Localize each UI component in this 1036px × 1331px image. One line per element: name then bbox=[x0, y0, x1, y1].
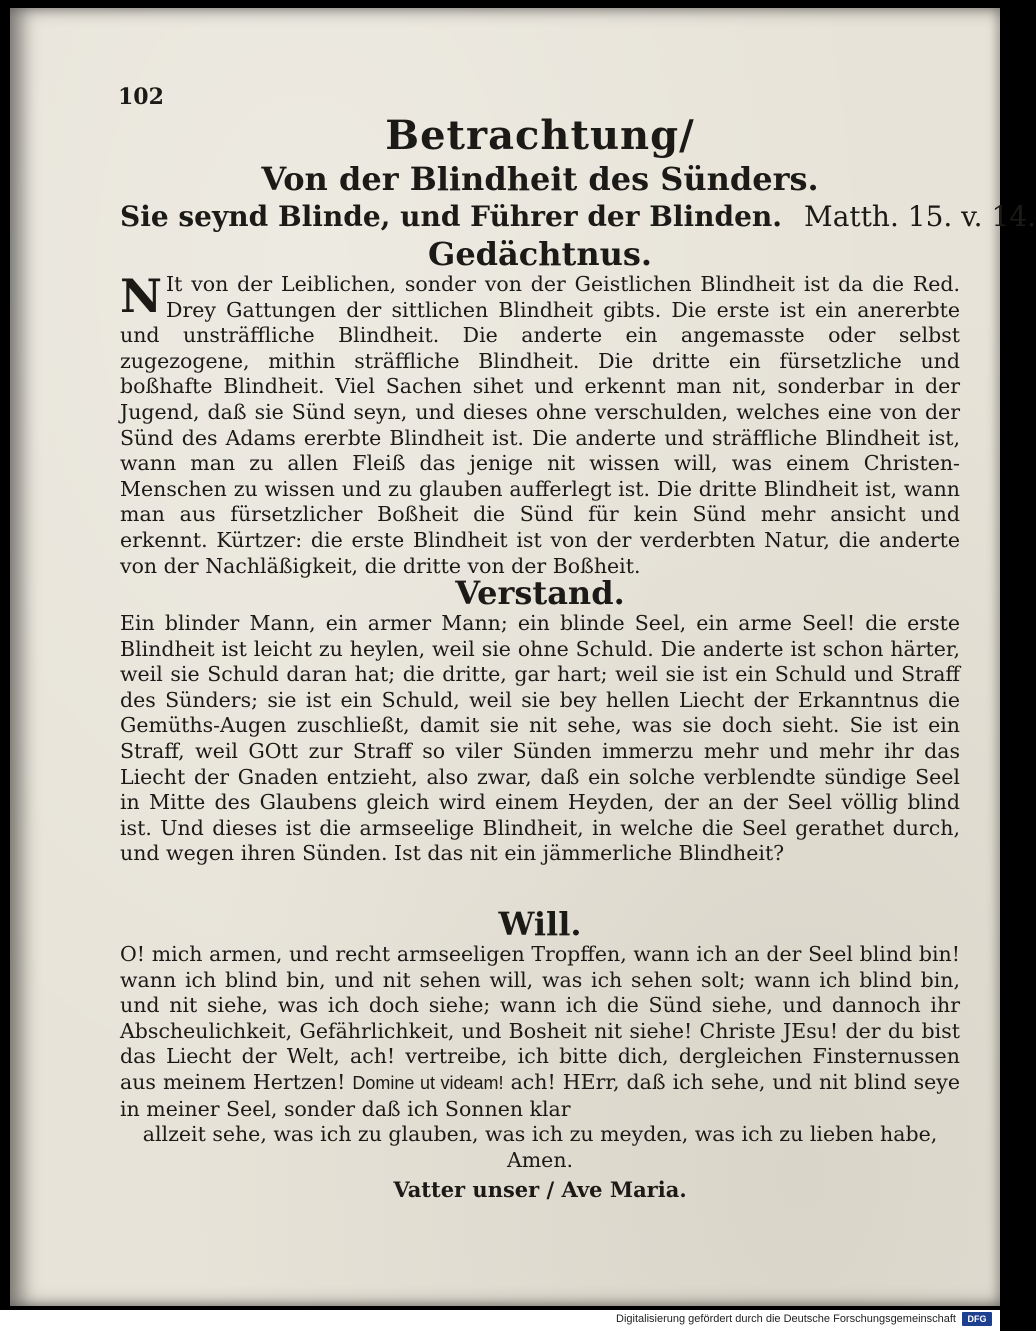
section-heading-verstand: Verstand. bbox=[455, 574, 625, 612]
gedaechtnus-body: It von der Leiblichen, sonder von der Geistlichen Blindheit ist da die Red. Drey Gattungen der sittlichen Blindheit gibts. Die erste ist ein anererbte und unsträffliche Blindheit. Die anderte ein angemasste oder selbst zugezogene, mithin sträffliche Blindheit. Die dritte ein fürsetzliche und boßhafte Blindheit. Viel Sachen sihet und erkennt man nit, sonderbar in der Jugend, daß sie Sünd seyn, und dieses ohne verschulden, welches eine von der Sünd des Adams ererbte Blindheit ist. Die anderte und sträffliche Blindheit ist, wann man zu allen Fleiß das jenige nit wissen will, was einem Christen-Menschen zu wissen und zu glauben aufferlegt ist. Die dritte Blindheit ist, wann man aus fürsetzlicher Boßheit die Sünd für kein Sünd mehr ansicht und erkennt. Kürtzer: die erste Blindheit ist von der verderbten Natur, die anderte von der Nachläßigkeit, die dritte von der Boßheit. bbox=[120, 272, 960, 578]
latin-phrase: Domine ut videam! bbox=[352, 1072, 504, 1093]
section-gedaechtnus bbox=[120, 236, 960, 579]
section-will bbox=[120, 906, 960, 1205]
will-body-1: O! mich armen, und recht armseeligen Tropffen, wann ich an der Seel blind bin! wann ich blind bin, und nit sehen will, was ich sehen solt; wann ich blind bin, und nit siehe, was ich doch siehe; wann ich die Sünd siehe, und dannoch ihr Abscheulichkeit, Gefährlichkeit, und Bosheit nit siehe! Christe JEsu! der du bist das Liecht der Welt, ach! vertreibe, ich bitte dich, dergleichen Finsternussen aus meinem Hertzen! bbox=[120, 942, 960, 1094]
book-page bbox=[10, 8, 1036, 1306]
page-title: Betrachtung/ bbox=[385, 112, 695, 159]
section-text-will bbox=[120, 942, 960, 1122]
motto-reference: Matth. 15. v. 14. bbox=[804, 200, 1036, 233]
motto-text: Sie seynd Blinde, und Führer der Blinden. bbox=[120, 200, 783, 233]
motto-line bbox=[120, 200, 1036, 233]
footer-credit: Digitalisierung gefördert durch die Deutsche Forschungsgemeinschaft bbox=[616, 1313, 956, 1325]
section-verstand bbox=[120, 575, 960, 867]
section-text-gedaechtnus bbox=[120, 269, 960, 579]
closing-prayer: Vatter unser / Ave Maria. bbox=[393, 1177, 687, 1203]
page-subtitle: Von der Blindheit des Sünders. bbox=[261, 160, 819, 198]
closing-line: allzeit sehe, was ich zu glauben, was ich zu meyden, was ich zu lieben habe, Amen. bbox=[142, 1122, 938, 1172]
dfg-logo-icon: DFG bbox=[962, 1312, 992, 1326]
will-body-2: ach! HErr, daß ich sehe, und nit blind seye in meiner Seel, sonder daß ich Sonnen klar bbox=[120, 1069, 960, 1121]
section-heading-gedaechtnus: Gedächtnus. bbox=[427, 235, 652, 273]
drop-cap: N bbox=[120, 269, 163, 323]
page-number: 102 bbox=[118, 84, 164, 110]
section-heading-will: Will. bbox=[498, 905, 582, 943]
section-text-verstand: Ein blinder Mann, ein armer Mann; ein blinde Seel, ein arme Seel! die erste Blindheit ist leicht zu heylen, weil sie ohne Schuld. Die anderte ist schon härter, weil sie Schuld daran hat; die dritte, gar hart; weil sie ist ein Schuld und Straff des Sünders; sie ist ein Schuld, weil sie bey hellen Liecht der Erkanntnus die Gemüths-Augen zuschließt, damit sie nit sehe, was sie doch sieht. Sie ist ein Straff, weil GOtt zur Straff so viler Sünden immerzu mehr und mehr ihr das Liecht der Gnaden entzieht, also zwar, daß ein solche verblendte sündige Seel in Mitte des Glaubens gleich wird einem Heyden, der an der Seel völlig blind ist. Und dieses ist die armseelige Blindheit, in welche die Seel gerathet durch, und wegen ihren Sünden. Ist das nit ein jämmerliche Blindheit? bbox=[120, 611, 960, 866]
